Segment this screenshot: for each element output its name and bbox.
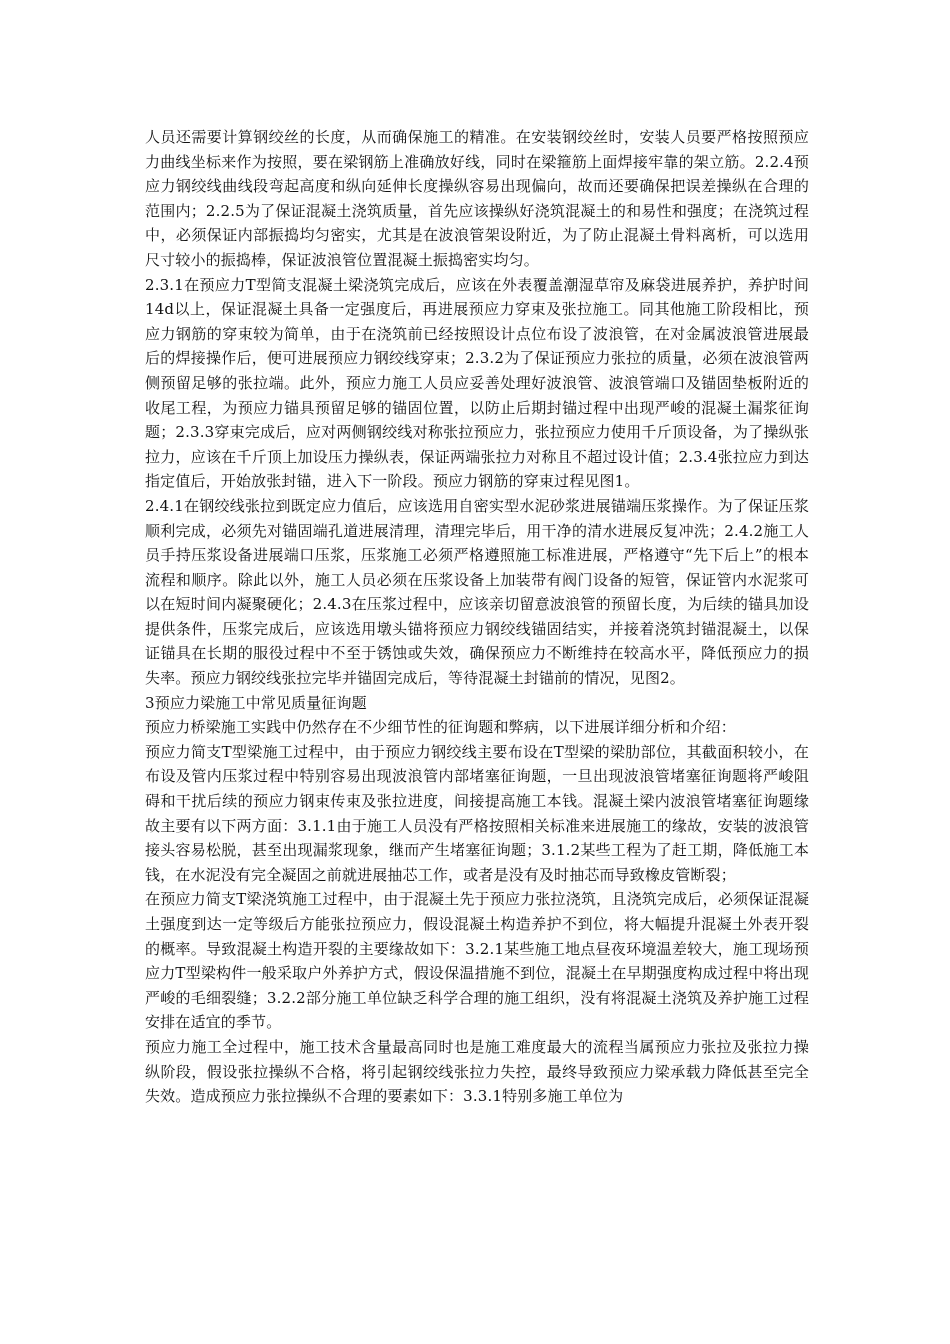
section-heading: 3预应力梁施工中常见质量征询题 [145,693,367,712]
paragraph-strand-installation: 人员还需要计算钢绞丝的长度，从而确保施工的精准。在安装钢绞丝时，安装人员要严格按照预应力曲线坐标来作为按照，要在梁钢筋上准确放好线，同时在梁箍筋上面焊接牢靠的架立筋。2.2.4预应力钢绞线曲线段弯起高度和纵向延伸长度操纵容易出现偏向，故而还要确保把误差操纵在合理的范围内；2.2.5为了保证混凝土浇筑质量，首先应该操纵好浇筑混凝土的和易性和强度；在浇筑过程中，必须保证内部振捣均匀密实，尤其是在波浪管架设附近，为了防止混凝土骨料离析，可以选用尺寸较小的振捣棒，保证波浪管位置混凝土振捣密实均匀。 [145,128,809,269]
paragraph-cracking: 在预应力简支T梁浇筑施工过程中，由于混凝土先于预应力张拉浇筑，且浇筑完成后，必须保证混凝土强度到达一定等级后方能张拉预应力，假设混凝土构造养护不到位，将大幅提升混凝土外表开裂的概率。导致混凝土构造开裂的主要缘故如下：3.2.1某些施工地点昼夜环境温差较大，施工现场预应力T型梁构件一般采取户外养护方式，假设保温措施不到位，混凝土在早期强度构成过程中将出现严峻的毛细裂缝；3.2.2部分施工单位缺乏科学合理的施工组织，没有将混凝土浇筑及养护施工过程安排在适宜的季节。 [145,890,809,1032]
paragraph-intro: 预应力桥梁施工实践中仍然存在不少细节性的征询题和弊病，以下进展详细分析和介绍： [145,718,736,737]
paragraph-duct-blockage: 预应力简支T型梁施工过程中，由于预应力钢绞线主要布设在T型梁的梁肋部位，其截面积较小，在布设及管内压浆过程中特别容易出现波浪管内部堵塞征询题，一旦出现波浪管堵塞征询题将严峻阻碍和干扰后续的预应力钢束传束及张拉进度，间接提高施工本钱。混凝土梁内波浪管堵塞征询题缘故主要有以下两方面：3.1.1由于施工人员没有严格按照相关标准来进展施工的缘故，安装的波浪管接头容易松脱，甚至出现漏浆现象，继而产生堵塞征询题；3.1.2某些工程为了赶工期，降低施工本钱，在水泥没有完全凝固之前就进展抽芯工作，或者是没有及时抽芯而导致橡皮管断裂； [145,742,809,884]
paragraph-threading-tensioning: 2.3.1在预应力T型简支混凝土梁浇筑完成后，应该在外表覆盖潮湿草帘及麻袋进展养护，养护时间14d以上，保证混凝土具备一定强度后，再进展预应力穿束及张拉施工。同其他施工阶段相比，预应力钢筋的穿束较为简单，由于在浇筑前已经按照设计点位布设了波浪管，在对金属波浪管进展最后的焊接操作后，便可进展预应力钢绞线穿束；2.3.2为了保证预应力张拉的质量，必须在波浪管两侧预留足够的张拉端。此外，预应力施工人员应妥善处理好波浪管、波浪管端口及锚固垫板附近的收尾工程，为预应力锚具预留足够的锚固位置，以防止后期封锚过程中出现严峻的混凝土漏浆征询题；2.3.3穿束完成后，应对两侧钢绞线对称张拉预应力，张拉预应力使用千斤顶设备，为了操纵张拉力，应该在千斤顶上加设压力操纵表，保证两端张拉力对称且不超过设计值；2.3.4张拉应力到达指定值后，开始放张封锚，进入下一阶段。预应力钢筋的穿束过程见图1。 [145,275,809,491]
document-page [145,125,809,1109]
paragraph-tension-control: 预应力施工全过程中，施工技术含量最高同时也是施工难度最大的流程当属预应力张拉及张拉力操纵阶段，假设张拉操纵不合格，将引起钢绞线张拉力失控，最终导致预应力梁承载力降低甚至完全失效。造成预应力张拉操纵不合理的要素如下：3.3.1特别多施工单位为 [145,1037,809,1106]
paragraph-grouting: 2.4.1在钢绞线张拉到既定应力值后，应该选用自密实型水泥砂浆进展锚端压浆操作。为了保证压浆顺利完成，必须先对锚固端孔道进展清理，清理完毕后，用干净的清水进展反复冲洗；2.4.2施工人员手持压浆设备进展端口压浆，压浆施工必须严格遵照施工标准进展，严格遵守“先下后上”的根本流程和顺序。除此以外，施工人员必须在压浆设备上加装带有阀门设备的短管，保证管内水泥浆可以在短时间内凝聚硬化；2.4.3在压浆过程中，应该亲切留意波浪管的预留长度，为后续的锚具加设提供条件，压浆完成后，应该选用墩头锚将预应力钢绞线锚固结实，并接着浇筑封锚混凝土，以保证锚具在长期的服役过程中不至于锈蚀或失效，确保预应力不断维持在较高水平，降低预应力的损失率。预应力钢绞线张拉完毕并锚固完成后，等待混凝土封锚前的情况，见图2。 [145,496,809,688]
